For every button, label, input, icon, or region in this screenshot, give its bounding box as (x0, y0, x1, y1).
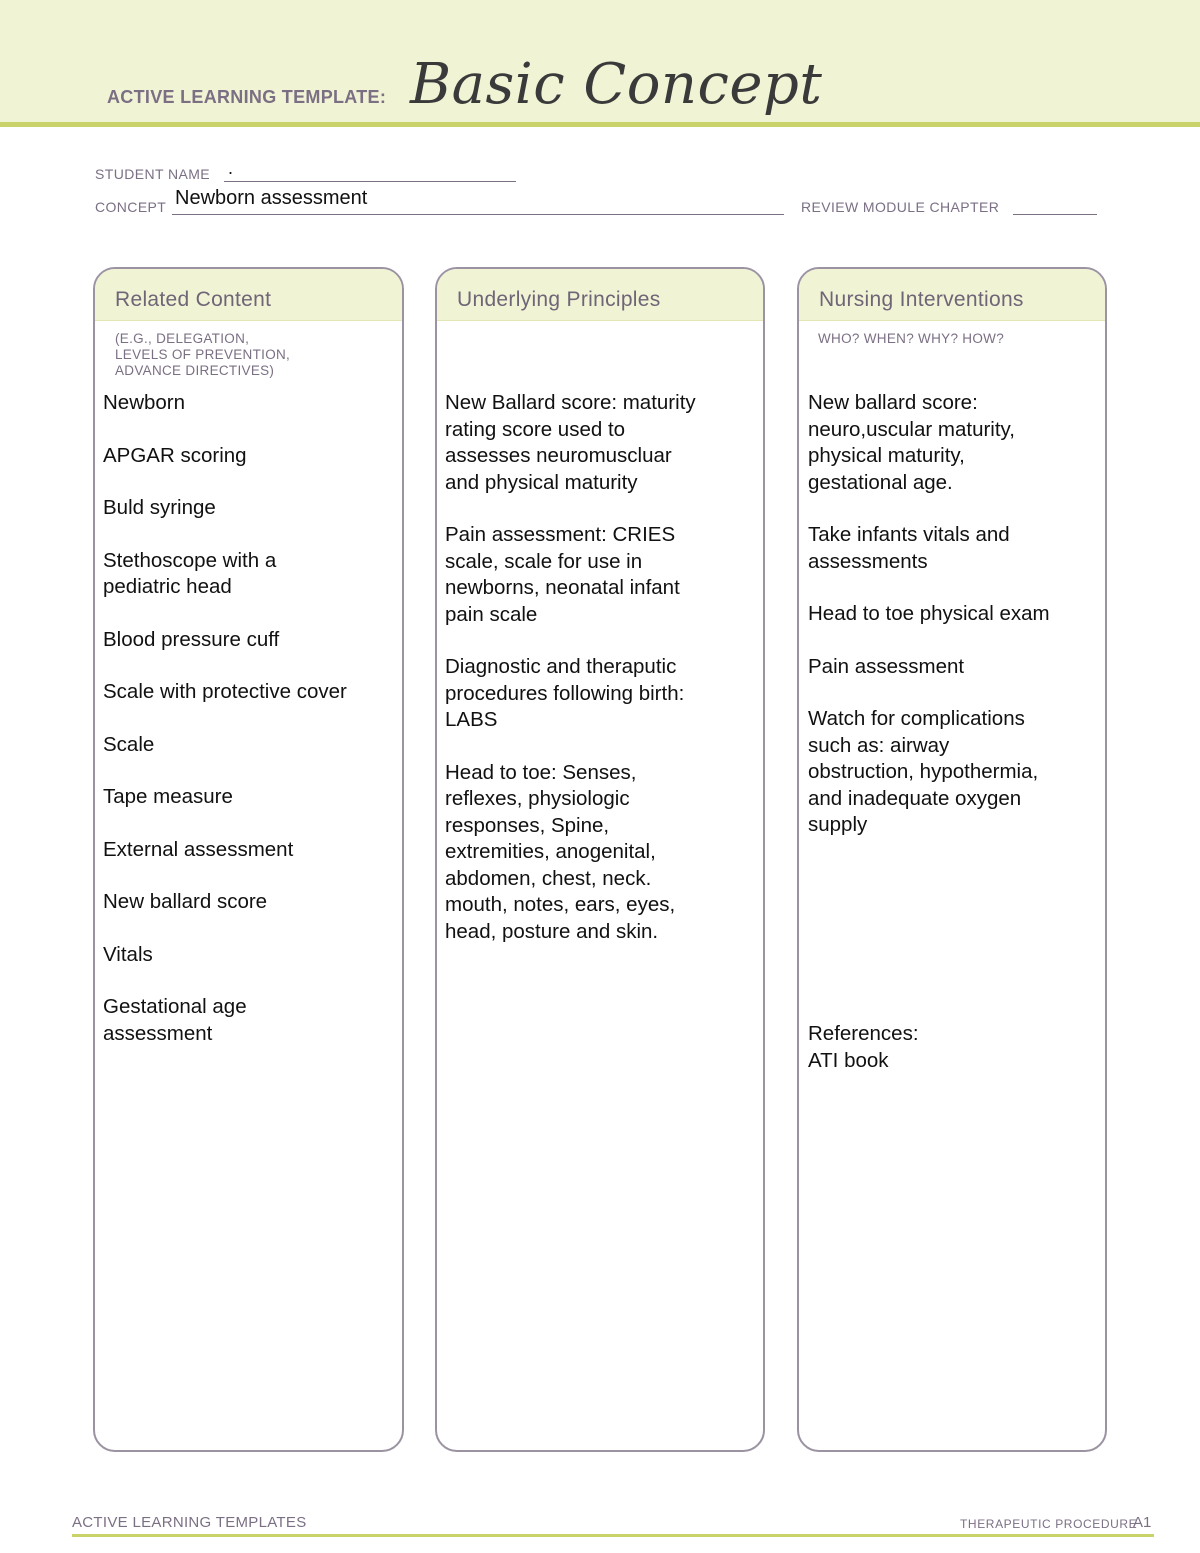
underlying-entry: New Ballard score: maturity rating score used to assesses neuromuscluar and physical maturity (445, 391, 696, 494)
concept-label: CONCEPT (95, 199, 167, 215)
underlying-principles-header (437, 269, 763, 321)
related-content-title: Related Content (115, 288, 272, 311)
nursing-interventions-entries (808, 390, 1099, 865)
related-entry: Scale with protective cover (103, 680, 347, 703)
underlying-principles-title: Underlying Principles (457, 288, 661, 311)
review-module-line[interactable] (1013, 214, 1097, 215)
student-name-line[interactable] (224, 181, 516, 182)
review-module-label: REVIEW MODULE CHAPTER (801, 199, 1000, 215)
related-entry: Vitals (103, 942, 153, 966)
underlying-principles-panel (435, 267, 765, 1452)
nursing-entry: New ballard score: neuro,uscular maturity, physical maturity, gestational age. (808, 391, 1015, 494)
related-entry: Stethoscope with a pediatric head (103, 548, 277, 598)
footer-rule (72, 1534, 1154, 1537)
student-name-value[interactable]: . (228, 158, 234, 178)
nursing-interventions-subtitle: WHO? WHEN? WHY? HOW? (818, 331, 1005, 346)
underlying-entry: Head to toe: Senses, reflexes, physiologic responses, Spine, extremities, anogenital, abdomen, chest, neck. mouth, notes, ears, eyes, head, posture and skin. (445, 760, 676, 943)
concept-line[interactable] (172, 214, 784, 215)
related-entry: Buld syringe (103, 496, 216, 519)
footer-left-label: ACTIVE LEARNING TEMPLATES (72, 1514, 307, 1531)
nursing-interventions-panel (797, 267, 1107, 1452)
footer-page-code: A1 (1133, 1514, 1152, 1531)
related-subtitle-line: (E.G., DELEGATION, (115, 331, 250, 346)
related-entry: New ballard score (103, 890, 268, 913)
template-label: ACTIVE LEARNING TEMPLATE: (107, 87, 387, 107)
nursing-entry: Head to toe physical exam (808, 602, 1050, 625)
concept-value[interactable]: Newborn assessment (175, 187, 368, 209)
references-block (808, 1021, 1099, 1100)
underlying-principles-entries (445, 390, 757, 971)
related-entry: Tape measure (103, 785, 233, 808)
related-content-header (95, 269, 402, 321)
nursing-entry: Take infants vitals and assessments (808, 523, 1010, 573)
related-entry: Gestational age assessment (103, 995, 247, 1045)
underlying-entry: Diagnostic and theraputic procedures following birth: LABS (445, 655, 685, 731)
underlying-entry: Pain assessment: CRIES scale, scale for use in newborns, neonatal infant pain scale (445, 523, 680, 626)
related-content-subtitle (115, 331, 290, 379)
header-rule (0, 122, 1200, 127)
related-content-entries (103, 390, 396, 1073)
nursing-entry: Watch for complications such as: airway obstruction, hypothermia, and inadequate oxygen supply (808, 707, 1039, 836)
student-name-label: STUDENT NAME (95, 166, 210, 182)
related-subtitle-line: ADVANCE DIRECTIVES) (115, 363, 275, 378)
nursing-interventions-title: Nursing Interventions (819, 288, 1024, 311)
references-text: References: ATI book (808, 1022, 919, 1072)
footer-right-label: THERAPEUTIC PROCEDURE (960, 1517, 1138, 1531)
related-content-panel (93, 267, 404, 1452)
related-entry: Scale (103, 732, 155, 756)
nursing-entry: Pain assessment (808, 654, 965, 678)
related-entry: APGAR scoring (103, 443, 247, 467)
nursing-interventions-header (799, 269, 1105, 321)
template-title: Basic Concept (410, 52, 823, 117)
related-entry: Newborn (103, 391, 186, 414)
related-entry: External assessment (103, 837, 294, 861)
related-entry: Blood pressure cuff (103, 627, 280, 651)
related-subtitle-line: LEVELS OF PREVENTION, (115, 347, 291, 362)
